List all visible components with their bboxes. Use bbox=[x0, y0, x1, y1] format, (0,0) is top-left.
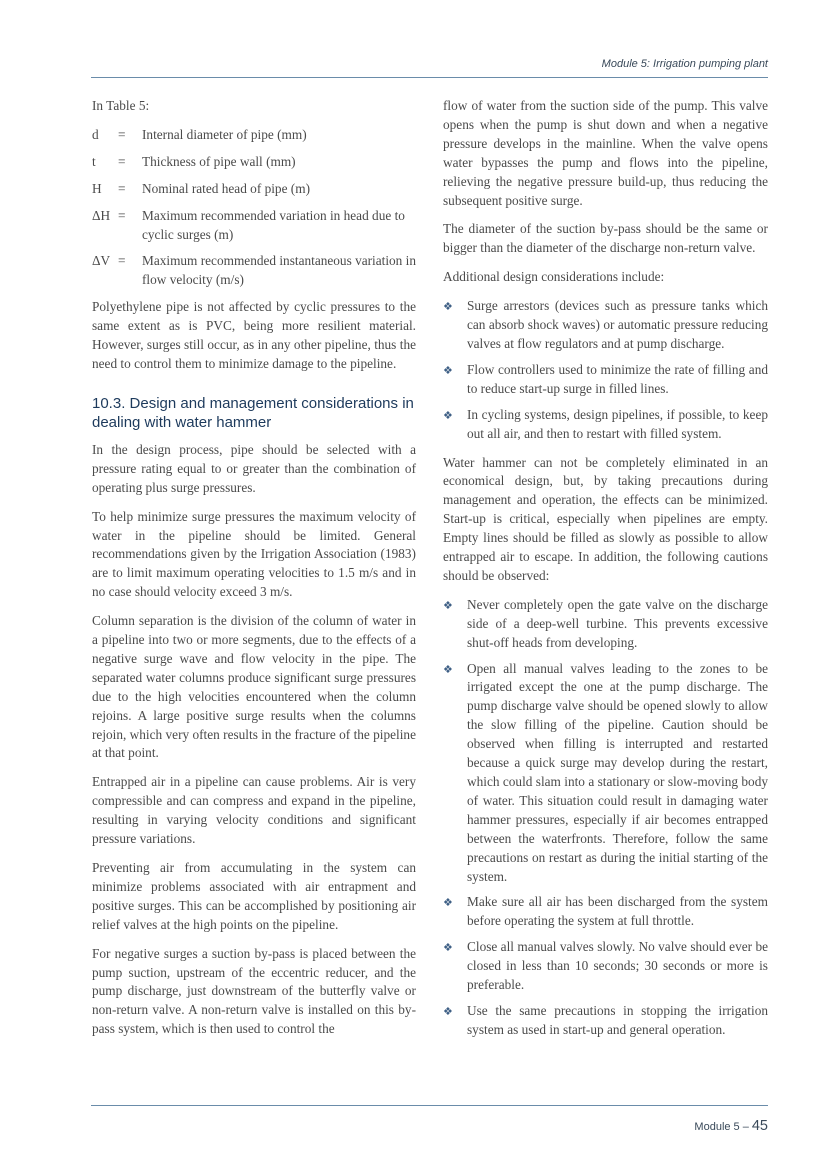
definition-equals: = bbox=[118, 126, 126, 142]
paragraph-bypass-continued: flow of water from the suction side of the pump. This valve opens when the pump is shut down and when a negative pressure develops in the mainline. When the valve opens water bypasses the pump and flows into the pipeline, relieving the negative pressure build-up, thus reducing the subsequent positive surge. bbox=[443, 98, 768, 208]
definition-equals: = bbox=[118, 207, 126, 223]
definition-row bbox=[92, 180, 416, 199]
diamond-bullet-icon: ❖ bbox=[443, 663, 453, 676]
definition-text: Internal diameter of pipe (mm) bbox=[142, 126, 307, 142]
list-item bbox=[443, 406, 768, 444]
definition-row bbox=[92, 153, 416, 172]
list-item-text: Never completely open the gate valve on the discharge side of a deep-well turbine. This prevents excessive shut-off heads from developing. bbox=[467, 596, 768, 650]
right-column bbox=[443, 97, 768, 1050]
cautions-list bbox=[443, 596, 768, 1040]
paragraph-entrapped-air: Entrapped air in a pipeline can cause problems. Air is very compressible and can compress and expand in the pipeline, resulting in varying velocity conditions and significant pressure variations. bbox=[92, 774, 416, 847]
diamond-bullet-icon: ❖ bbox=[443, 1005, 453, 1018]
diamond-bullet-icon: ❖ bbox=[443, 897, 453, 910]
diamond-bullet-icon: ❖ bbox=[443, 301, 453, 314]
paragraph-diameter: The diameter of the suction by-pass should be the same or bigger than the diameter of the discharge non-return valve. bbox=[443, 221, 768, 256]
list-item bbox=[443, 361, 768, 399]
paragraph-polyethylene: Polyethylene pipe is not affected by cyclic pressures to the same extent as is PVC, being more resilient material. However, surges still occur, as in any other pipeline, thus the need to control them to minimize damage to the pipeline. bbox=[92, 299, 416, 371]
paragraph-additional: Additional design considerations include: bbox=[443, 269, 665, 285]
paragraph-water-hammer: Water hammer can not be completely eliminated in an economical design, but, by taking precautions during management and operation, the effects can be minimized. Start-up is critical, especially when pipelines are empty. Empty lines should be filled as slowly as possible to allow entrapped air to escape. In addition, the following cautions should be observed: bbox=[443, 454, 768, 583]
diamond-bullet-icon: ❖ bbox=[443, 942, 453, 955]
list-item bbox=[443, 297, 768, 354]
definition-text: Maximum recommended variation in head due to cyclic surges (m) bbox=[142, 207, 405, 242]
paragraph-design: In the design process, pipe should be selected with a pressure rating equal to or greater than the combination of operating plus surge pressures. bbox=[92, 441, 416, 495]
definition-row bbox=[92, 126, 416, 145]
list-item bbox=[443, 893, 768, 931]
diamond-bullet-icon: ❖ bbox=[443, 599, 453, 612]
definition-text: Thickness of pipe wall (mm) bbox=[142, 153, 296, 169]
definition-symbol: H bbox=[92, 180, 102, 196]
definition-symbol: d bbox=[92, 126, 99, 142]
paragraph-velocity: To help minimize surge pressures the maximum velocity of water in the pipeline should be limited. General recommendations given by the Irrigation Association (1983) are to limit maximum operating velocities to 1.5 m/s and in no case should velocity exceed 3 m/s. bbox=[92, 508, 416, 600]
definition-symbol: ΔV bbox=[92, 253, 111, 269]
definition-symbol: t bbox=[92, 153, 96, 169]
list-item-text: Use the same precautions in stopping the irrigation system as used in start-up and general operation. bbox=[467, 1002, 768, 1037]
design-considerations-list bbox=[443, 297, 768, 443]
header-rule bbox=[91, 77, 768, 78]
definition-row bbox=[92, 207, 416, 245]
definition-text: Maximum recommended instantaneous variation in flow velocity (m/s) bbox=[142, 253, 416, 288]
list-item bbox=[443, 938, 768, 995]
definition-symbol: ΔH bbox=[92, 207, 111, 223]
table-intro: In Table 5: bbox=[92, 98, 150, 113]
section-heading: 10.3. Design and management considerations in dealing with water hammer bbox=[92, 394, 414, 432]
paragraph-column-separation: Column separation is the division of the column of water in a pipeline into two or more segments, due to the effects of a negative surge wave and flow velocity in the pipe. The separated water columns produce significant surge pressures due to the high velocities encountered when the column rejoins. A large positive surge results when the columns rejoin, which very often results in the fracture of the pipeline at that point. bbox=[92, 613, 416, 761]
paragraph-preventing-air: Preventing air from accumulating in the system can minimize problems associated with air entrapment and positive surges. This can be accomplished by positioning air relief valves at the high points on the pipeline. bbox=[92, 860, 416, 932]
list-item-text: Open all manual valves leading to the zones to be irrigated except the one at the pump discharge. The pump discharge valve should be opened slowly to allow the slow filling of the pipeline. Caution should be observed when filling is interrupted and restarted because a quick surge may develop during the restart, which could slam into a stationary or slow-moving body of water. This situation could result in damaging water hammer pressures, especially if air becomes entrapped between the waterfronts. Therefore, follow the same precautions on restart as during the initial starting of the system. bbox=[467, 660, 768, 884]
list-item-text: Close all manual valves slowly. No valve should ever be closed in less than 10 seconds; 30 seconds or more is preferable. bbox=[467, 939, 768, 993]
list-item-text: Make sure all air has been discharged from the system before operating the system at full throttle. bbox=[467, 894, 768, 929]
definition-row bbox=[92, 252, 416, 290]
definition-equals: = bbox=[118, 253, 126, 269]
footer-module-label: Module 5 – bbox=[694, 1121, 749, 1133]
paragraph-bypass: For negative surges a suction by-pass is placed between the pump suction, upstream of the eccentric reducer, and the pump discharge, just downstream of the butterfly valve or non-return valve. A non-return valve is installed on this by-pass system, which is then used to control the bbox=[92, 945, 416, 1037]
running-header: Module 5: Irrigation pumping plant bbox=[601, 58, 768, 70]
definition-equals: = bbox=[118, 180, 126, 196]
definition-text: Nominal rated head of pipe (m) bbox=[142, 180, 310, 196]
page-footer bbox=[694, 1117, 768, 1135]
list-item-text: In cycling systems, design pipelines, if possible, to keep out all air, and then to restart with filled system. bbox=[467, 406, 768, 441]
list-item bbox=[443, 1002, 768, 1040]
diamond-bullet-icon: ❖ bbox=[443, 364, 453, 377]
list-item bbox=[443, 596, 768, 653]
left-column bbox=[92, 97, 416, 1049]
list-item-text: Surge arrestors (devices such as pressure tanks which can absorb shock waves) or automatic pressure reducing valves at flow regulators and at pump discharge. bbox=[467, 298, 768, 351]
list-item bbox=[443, 660, 768, 887]
page-number: 45 bbox=[751, 1118, 768, 1134]
list-item-text: Flow controllers used to minimize the rate of filling and to reduce start-up surge in filled lines. bbox=[467, 361, 768, 396]
definition-equals: = bbox=[118, 153, 126, 169]
footer-rule bbox=[91, 1105, 768, 1106]
diamond-bullet-icon: ❖ bbox=[443, 409, 453, 422]
